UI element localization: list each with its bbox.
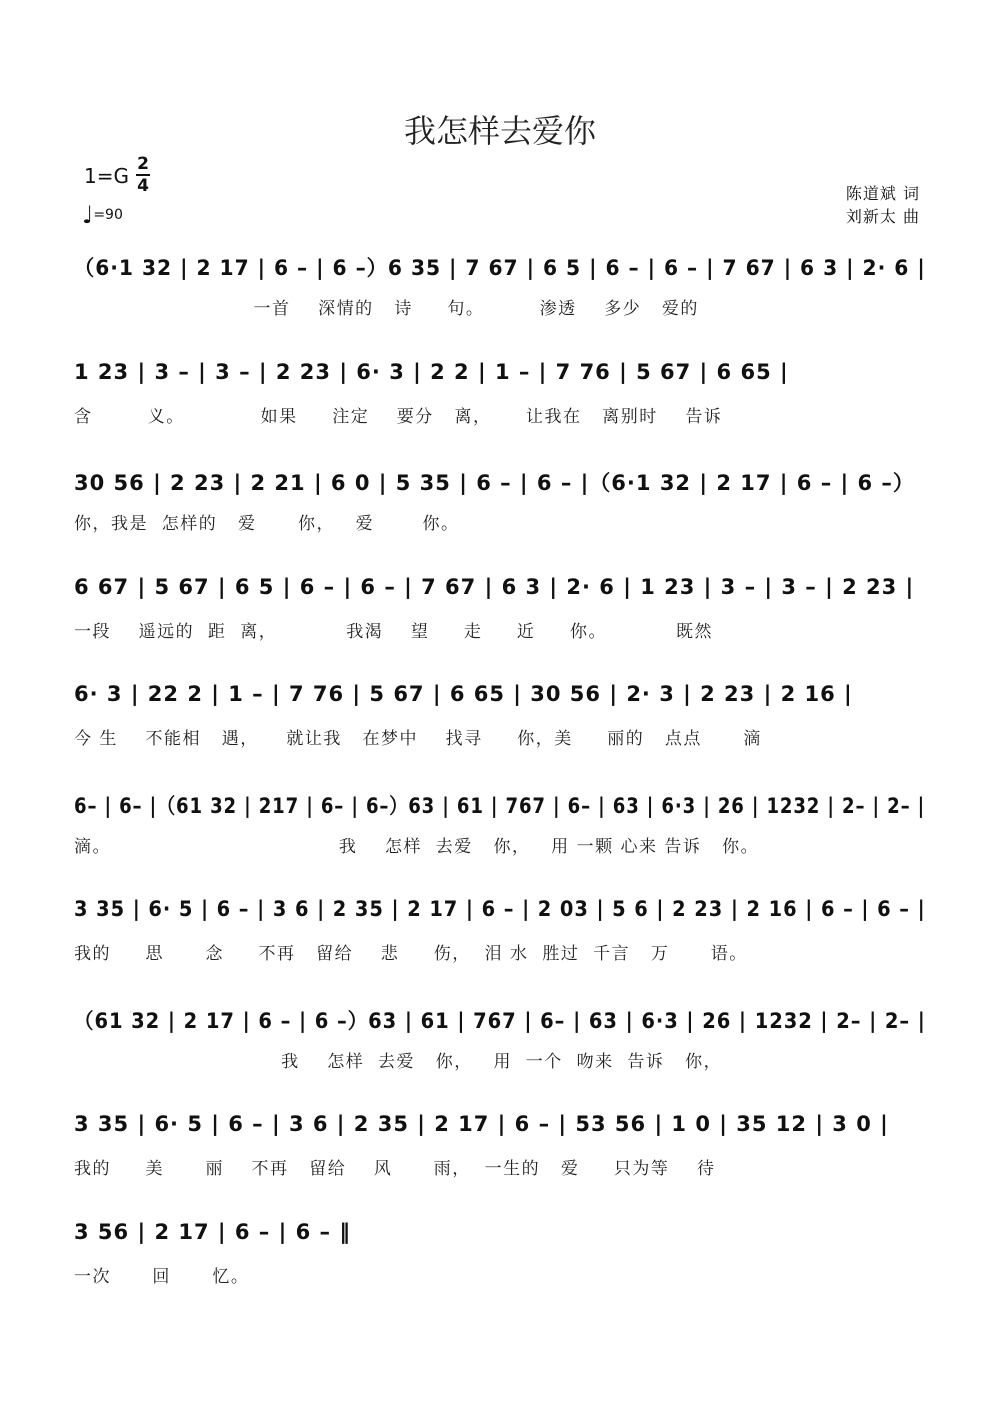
- notation-line: 3 56 | 2 17 | 6 – | 6 – ‖: [74, 1220, 351, 1244]
- composer-credit: 刘新太 曲: [845, 207, 920, 226]
- lyric-line: 你，我是 怎样的 爱 你， 爱 你。: [74, 514, 460, 534]
- notation-line: （6·1 32 | 2 17 | 6 – | 6 –）6 35 | 7 67 | 6 5 | 6 – | 6 – | 7 67 | 6 3 | 2· 6 |: [74, 256, 926, 280]
- lyric-line: 滴。 我 怎样 去爱 你， 用 一颗 心来 告诉 你。: [74, 837, 760, 857]
- quarter-note-icon: ♩: [82, 201, 94, 229]
- lyric-line: 我的 思 念 不再 留给 悲 伤， 泪 水 胜过 千言 万 语。: [74, 944, 748, 964]
- key-signature: [84, 154, 149, 196]
- notation-line: 30 56 | 2 23 | 2 21 | 6 0 | 5 35 | 6 – | 6 – |（6·1 32 | 2 17 | 6 – | 6 –）: [74, 471, 915, 495]
- time-signature-numerator: 2: [137, 154, 149, 174]
- notation-line: （61 32 | 2 17 | 6 – | 6 –）63 | 61 | 767 | 6– | 63 | 6·3 | 26 | 1232 | 2– | 2– |: [74, 1009, 926, 1033]
- tempo-value: =90: [93, 207, 123, 223]
- tempo-marking: [82, 201, 123, 229]
- lyricist-credit: 陈道斌 词: [845, 184, 920, 203]
- notation-line: 6– | 6– |（61 32 | 217 | 6– | 6–）63 | 61 | 767 | 6– | 63 | 6·3 | 26 | 1232 | 2– | 2– |: [74, 794, 926, 818]
- time-signature-denominator: 4: [137, 176, 149, 196]
- lyric-line: 我 怎样 去爱 你， 用 一个 吻来 告诉 你，: [74, 1052, 723, 1072]
- notation-line: 3 35 | 6· 5 | 6 – | 3 6 | 2 35 | 2 17 | 6 – | 2 03 | 5 6 | 2 23 | 2 16 | 6 – | 6 – |: [74, 897, 926, 921]
- lyric-line: 含 义。 如果 注定 要分 离， 让我在 离别时 告诉: [74, 407, 723, 427]
- notation-line: 6· 3 | 22 2 | 1 – | 7 76 | 5 67 | 6 65 | 30 56 | 2· 3 | 2 23 | 2 16 |: [74, 682, 853, 706]
- lyric-line: 今 生 不能相 遇， 就让我 在梦中 找寻 你，美 丽的 点点 滴: [74, 729, 762, 749]
- lyric-line: 一段 遥远的 距 离， 我渴 望 走 近 你。 既然: [74, 622, 713, 642]
- song-title: 我怎样去爱你: [403, 112, 596, 150]
- key-label: 1=G: [84, 164, 129, 188]
- lyric-line: 一次 回 忆。: [74, 1267, 250, 1287]
- notation-line: 6 67 | 5 67 | 6 5 | 6 – | 6 – | 7 67 | 6 3 | 2· 6 | 1 23 | 3 – | 3 – | 2 23 |: [74, 575, 915, 599]
- credits: [846, 182, 920, 228]
- lyric-line: 一首 深情的 诗 句。 渗透 多少 爱的: [74, 299, 699, 319]
- notation-line: 1 23 | 3 – | 3 – | 2 23 | 6· 3 | 2 2 | 1 – | 7 76 | 5 67 | 6 65 |: [74, 360, 789, 384]
- notation-line: 3 35 | 6· 5 | 6 – | 3 6 | 2 35 | 2 17 | 6 – | 53 56 | 1 0 | 35 12 | 3 0 |: [74, 1112, 889, 1136]
- lyric-line: 我的 美 丽 不再 留给 风 雨， 一生的 爱 只为等 待: [74, 1159, 716, 1179]
- time-signature: [136, 154, 150, 196]
